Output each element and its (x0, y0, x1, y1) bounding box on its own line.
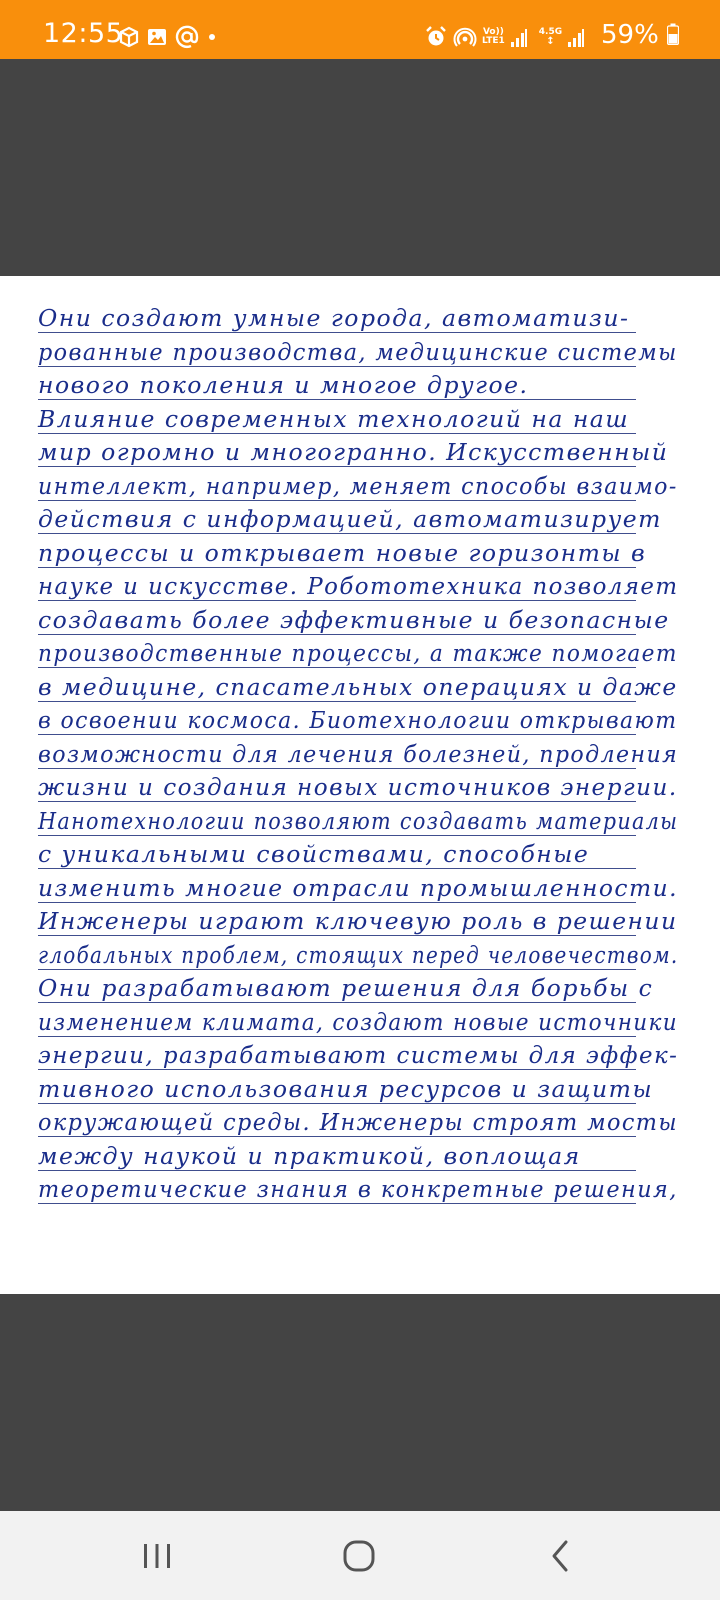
handwritten-line: производственные процессы, а также помогает (38, 639, 678, 667)
signal-strength-2-icon (567, 26, 585, 48)
handwritten-line: изменить многие отрасли промышленности. (38, 873, 679, 902)
home-icon (342, 1539, 376, 1573)
handwritten-line: окружающей среды. Инженеры строят мосты (38, 1108, 679, 1136)
ruled-line (38, 902, 636, 903)
ruled-line (38, 835, 636, 836)
handwritten-line: теоретические знания в конкретные решения, (38, 1175, 678, 1203)
handwritten-line: Нанотехнологии позволяют создавать материалы (38, 806, 679, 835)
system-icons (424, 22, 585, 52)
alarm-icon (424, 25, 448, 49)
ruled-line (38, 533, 636, 534)
ruled-line (38, 399, 636, 400)
status-time: 12:55 (43, 18, 124, 49)
back-icon (549, 1539, 571, 1573)
ruled-line (38, 868, 636, 869)
at-icon (174, 24, 200, 50)
handwritten-line: мир огромно и многогранно. Искусственный (38, 438, 669, 466)
back-button[interactable] (500, 1511, 620, 1600)
ruled-line (38, 768, 636, 769)
recent-apps-icon (141, 1541, 173, 1571)
network-label: 4.5G (538, 26, 563, 37)
navigation-bar (0, 1511, 720, 1600)
handwritten-line: нового поколения и многое другое. (38, 371, 529, 399)
handwritten-line: в медицине, спасательных операциях и даже (38, 672, 678, 701)
handwritten-line: между наукой и практикой, воплощая (38, 1141, 581, 1170)
image-viewer[interactable] (0, 59, 720, 1511)
handwritten-line: интеллект, например, меняет способы взаимо- (38, 471, 678, 500)
handwritten-line: процессы и открывает новые горизонты в (38, 538, 647, 567)
recent-apps-button[interactable] (97, 1511, 217, 1600)
handwritten-line: создавать более эффективные и безопасные (38, 605, 670, 634)
ruled-line (38, 935, 636, 936)
ruled-line (38, 1170, 636, 1171)
ruled-line (38, 567, 636, 568)
handwritten-line: Влияние современных технологий на наш (38, 404, 630, 433)
dot-icon (206, 31, 218, 43)
ruled-line (38, 600, 636, 601)
ruled-line (38, 1036, 636, 1037)
ruled-line (38, 1136, 636, 1137)
handwritten-page-photo[interactable] (0, 276, 720, 1294)
handwritten-line: действия с информацией, автоматизирует (38, 505, 662, 533)
handwritten-line: науке и искусстве. Робототехника позволяет (38, 572, 679, 600)
handwritten-line: Они создают умные города, автоматизи- (38, 304, 630, 332)
handwritten-line: рованные производства, медицинские системы (38, 337, 678, 366)
network-type: 4.5G ↕ (538, 26, 563, 47)
battery-indicator (601, 22, 679, 48)
ruled-line (38, 734, 636, 735)
ruled-line (38, 500, 636, 501)
ruled-line (38, 1069, 636, 1070)
ruled-line (38, 634, 636, 635)
handwritten-line: в освоении космоса. Биотехнологии открывают (38, 706, 678, 734)
handwritten-line: тивного использования ресурсов и защиты (38, 1074, 654, 1103)
volte-label-top: Vo)) (482, 27, 504, 37)
handwritten-line: жизни и создания новых источников энергии. (38, 773, 678, 801)
ruled-line (38, 667, 636, 668)
handwritten-line: с уникальными свойствами, способные (38, 840, 590, 868)
ruled-line (38, 969, 636, 970)
signal-strength-1-icon (510, 26, 528, 48)
handwritten-line: Инженеры играют ключевую роль в решении (38, 907, 678, 935)
ruled-line (38, 1203, 636, 1204)
hotspot-icon (453, 25, 477, 49)
ruled-line (38, 801, 636, 802)
ruled-line (38, 332, 636, 333)
status-bar (0, 0, 720, 59)
ruled-line (38, 366, 636, 367)
home-button[interactable] (299, 1511, 419, 1600)
ruled-line (38, 433, 636, 434)
ruled-line (38, 466, 636, 467)
cube-icon (118, 26, 140, 48)
battery-percent: 59% (601, 20, 659, 50)
notification-icons (118, 24, 218, 50)
handwritten-line: изменением климата, создают новые источники (38, 1007, 679, 1036)
ruled-line (38, 1103, 636, 1104)
handwritten-line: возможности для лечения болезней, продления (38, 739, 679, 768)
gallery-icon (146, 26, 168, 48)
volte-indicator (482, 28, 505, 46)
handwritten-line: энергии, разрабатывают системы для эффек- (38, 1041, 679, 1069)
ruled-line (38, 701, 636, 702)
ruled-line (38, 1002, 636, 1003)
handwritten-line: глобальных проблем, стоящих перед человечеством. (38, 940, 679, 969)
handwritten-line: Они разрабатывают решения для борьбы с (38, 974, 654, 1002)
volte-label-bottom: LTE1 (482, 36, 505, 46)
battery-icon (667, 23, 679, 45)
